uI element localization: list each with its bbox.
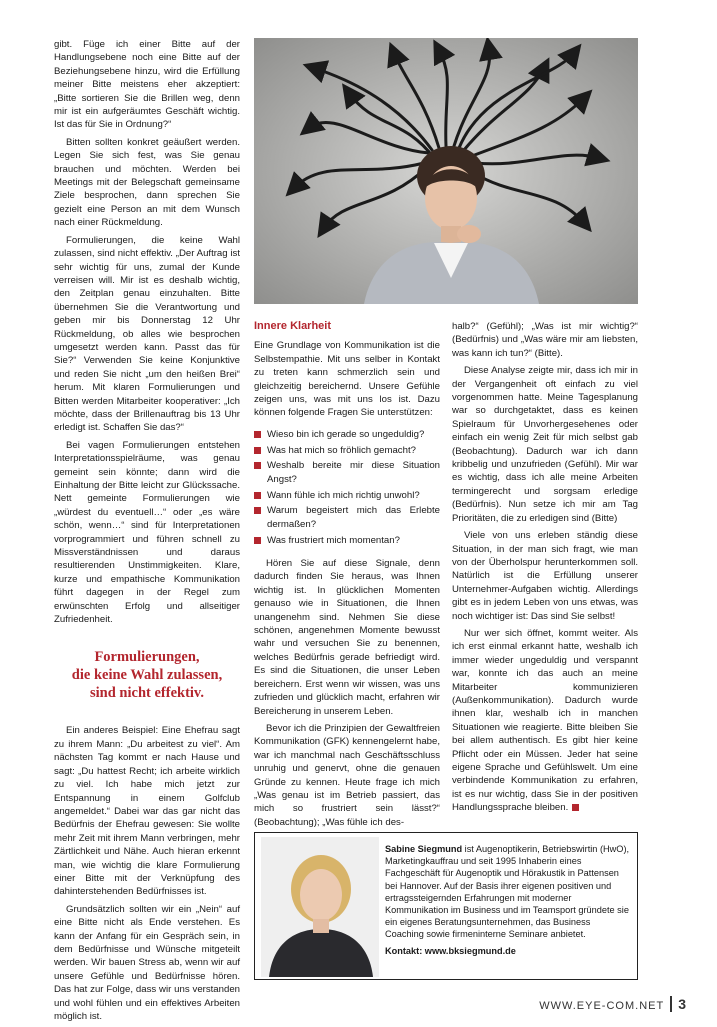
question-list	[254, 428, 440, 547]
pull-quote-line: die keine Wahl zulassen,	[71, 667, 223, 684]
paragraph: Grundsätzlich sollten wir ein „Nein“ auf eine Bitte nicht als Ende verstehen. Es kann der Anfang für ein Gespräch sein, in dem Bedürfnisse und Wünsche mitgeteilt werden. Wir bauen Stress ab, wenn wir auf unsere Gefühle und Bedürfnisse hören. Das hat zur Folge, dass wir uns verstanden und wohl fühlen und ein effektives Arbeiten möglich ist.	[54, 903, 240, 1022]
paragraph: Bitten sollten konkret geäußert werden. Legen Sie sich fest, was Sie genau brauchen und möchten. Werden bei Meetings mit der Belegschaft gemeinsame Ziele besprochen, dann sprechen Sie gezielt eine Person an mit dem Wunsch nach einer Rückmeldung.	[54, 136, 240, 229]
column-middle	[254, 320, 440, 833]
paragraph: Eine Grundlage von Kommunikation ist die Selbstempathie. Mit uns selber in Kontakt zu treten kann schmerzlich sein und gleichzeitig bereichernd. Unsere Gefühle zeigen uns, was mit uns los ist. Dazu können folgende Fragen Sie unterstützen:	[254, 340, 440, 419]
end-square-icon	[572, 804, 579, 811]
paragraph	[452, 627, 638, 815]
list-item: Wann fühle ich mich richtig unwohl?	[254, 489, 440, 502]
list-item: Weshalb bereite mir diese Situation Angst?	[254, 459, 440, 486]
author-photo	[261, 837, 379, 977]
author-bio	[385, 843, 631, 957]
paragraph: Bei vagen Formulierungen entstehen Interpretationsspielräume, was genau gemeint sein könnte; dann wird die Einhaltung der Bitte leicht zur Glückssache. Nett gemeinte Formulierungen wie „würdest du eventuell…“ oder „es wäre schön, wenn…“ sind für Interpretationen vorprogrammiert und führen schnell zu Missverständnissen und daraus resultierenden Unstimmigkeiten. Klare, kurze und empathische Kommunikation führt dagegen in der Regel zum erwünschten Erfolg und allseitiger Zufriedenheit.	[54, 439, 240, 626]
hero-image	[254, 38, 638, 304]
pull-quote-line: sind nicht effektiv.	[90, 685, 204, 702]
pull-quote-line: Formulierungen,	[94, 649, 200, 666]
list-item: Warum begeistert mich das Erlebte dermaßen?	[254, 504, 440, 531]
list-item: Was hat mich so fröhlich gemacht?	[254, 444, 440, 457]
list-item: Wieso bin ich gerade so ungeduldig?	[254, 428, 440, 441]
column-right	[452, 320, 638, 819]
paragraph: Bevor ich die Prinzipien der Gewaltfreien Kommunikation (GFK) kennengelernt habe, war ich manchmal nach Geschäftsschluss unruhig und genervt, ohne die genauen Gründe zu kennen. Heute frage ich mich „Was genau ist im Betrieb passiert, das mich so frustriert sein lässt?“ (Beobachtung); „Was fühle ich des-	[254, 722, 440, 828]
list-item: Was frustriert mich momentan?	[254, 534, 440, 547]
column-left	[54, 38, 240, 1027]
paragraph: Viele von uns erleben ständig diese Situation, in der man sich fragt, wie man von der Überholspur herunterkommen soll. Natürlich ist die Erfüllung unserer Unternehmer-Aufgaben wichtig. Allerdings gibt es in jedem Leben von uns etwas, was noch wichtiger ist: Das sind Sie selbst!	[452, 530, 638, 622]
paragraph: halb?“ (Gefühl); „Was ist mir wichtig?“ (Bedürfnis) und „Was wäre mir am liebsten, was kann ich tun?“ (Bitte).	[452, 321, 638, 359]
paragraph-text: Nur wer sich öffnet, kommt weiter. Als ich erst einmal erkannt hatte, weshalb ich immer wieder ungeduldig und verspannt war, konnte ich das auch an meine Mitarbeiter kommunizieren (Außenkommunikation). Dadurch wurde ihnen klar, weshalb ich in manchen Situationen wie reagierte. Bitte bleiben Sie bei allem authentisch. Es gibt hier keine Pflicht oder ein Müssen. Jeder hat seine eigene Sprache und Gefühlswelt. Um eine verbindende Kommunikation zu erfahren, ist es nur wichtig, dass Sie in der positiven Handlungssprache bleiben.	[452, 627, 638, 814]
paragraph: Formulierungen, die keine Wahl zulassen, sind nicht effektiv. „Der Auftrag ist sehr wichtig für uns, zumal der Kunde verreisen will. Mir ist es deshalb wichtig, den Zeitplan genau einzuhalten. Bitte übernehmen Sie die Verantwortung und geben mir bis Donnerstag 12 Uhr Rückmeldung, ob alles wie besprochen umgesetzt werden kann. Passt das für Sie?“ Verwenden Sie keine Konjunktive und reden Sie nicht „um den heißen Brei“ herum. Mit klaren Formulierungen und Bitten werden Mitarbeiter kooperativer: „Ich möchte, dass der Brillenauftrag bis 13 Uhr erledigt ist. Schaffen Sie das?“	[54, 234, 240, 434]
contact-line: Kontakt: www.bksiegmund.de	[385, 945, 516, 956]
pull-quote	[54, 648, 240, 702]
author-bio-text: ist Augenoptikerin, Betriebswirtin (HwO), Marketingkauffrau und seit 1995 Inhaberin eines Fachgeschäft für Augenoptik und Hörakustik in Pattensen bei Hannover. Auf der Basis ihrer eigenen positiven und ertragssteigernden Erfahrungen mit moderner Kommunikation im Business und im Teamsport gründete sie ein eigenes Beratungsunternehmen, das Business Coaching sowie firmeninterne Seminare anbietet.	[385, 844, 630, 940]
author-name: Sabine Siegmund	[385, 844, 463, 854]
page-footer	[539, 996, 687, 1012]
footer-site: WWW.EYE-COM.NET	[539, 1000, 665, 1012]
paragraph: gibt. Füge ich einer Bitte auf der Handlungsebene noch eine Bitte auf der Beziehungsebene hinzu, wird die Erfüllung meiner Bitte meistens eher akzeptiert: „Bitte sortieren Sie die Brillen weg, denn mir ist ein aufgeräumtes Geschäft wichtig. Ist das für Sie in Ordnung?“	[54, 39, 240, 131]
paragraph: Hören Sie auf diese Signale, denn dadurch finden Sie heraus, was Ihnen wichtig ist. In glücklichen Momenten genauso wie in Situationen, die Ihnen unangenehm sind. Nehmen Sie diese schönen, angenehmen Momente bewusst wahr und versuchen Sie zu benennen, welches Bedürfnis gerade befriedigt wird. Es sind die Situationen, die unser Leben bereichern. Erst wenn wir wissen, was uns zufrieden und glücklich macht, erfahren wir Bereicherung in unserem Leben.	[254, 558, 440, 717]
page-number: 3	[670, 996, 687, 1012]
section-heading: Innere Klarheit	[254, 320, 332, 332]
paragraph: Diese Analyse zeigte mir, dass ich mir in der Vergangenheit oft einfach zu viel vorgenommen hatte. Meine Tagesplanung war so durchgetaktet, dass es keinen Spielraum für Unvorhergesehenes oder einfach ein wenig Zeit für mich selbst gab (Beobachtung). Dadurch war ich dann kribbelig und unzufrieden (Gefühl). Mir war es wichtig, dass ich alle meine Arbeiten termingerecht und sorgsam erledige (Bedürfnis). Nun setze ich mir am Tag Prioritäten, die zu erledigen sind (Bitte)	[452, 365, 638, 524]
paragraph: Ein anderes Beispiel: Eine Ehefrau sagt zu ihrem Mann: „Du arbeitest zu viel“. Am nächsten Tag kommt er nach Hause und sagt: „Du hattest Recht; ich arbeite wirklich zu viel. Ich habe mich jetzt zur Entspannung in einem Golfclub angemeldet.“ Dabei war das gar nicht das Bedürfnis der Ehefrau gewesen: Sie wollte mehr Zeit mit ihrem Mann verbringen, mehr Zärtlichkeit und Nähe. Auch hieran erkennt man, wie wichtig die klare Formulierung einer Bitte mit der Verknüpfung des dahinterstehenden Bedürfnisses ist.	[54, 725, 240, 898]
author-bio-box	[254, 832, 638, 980]
